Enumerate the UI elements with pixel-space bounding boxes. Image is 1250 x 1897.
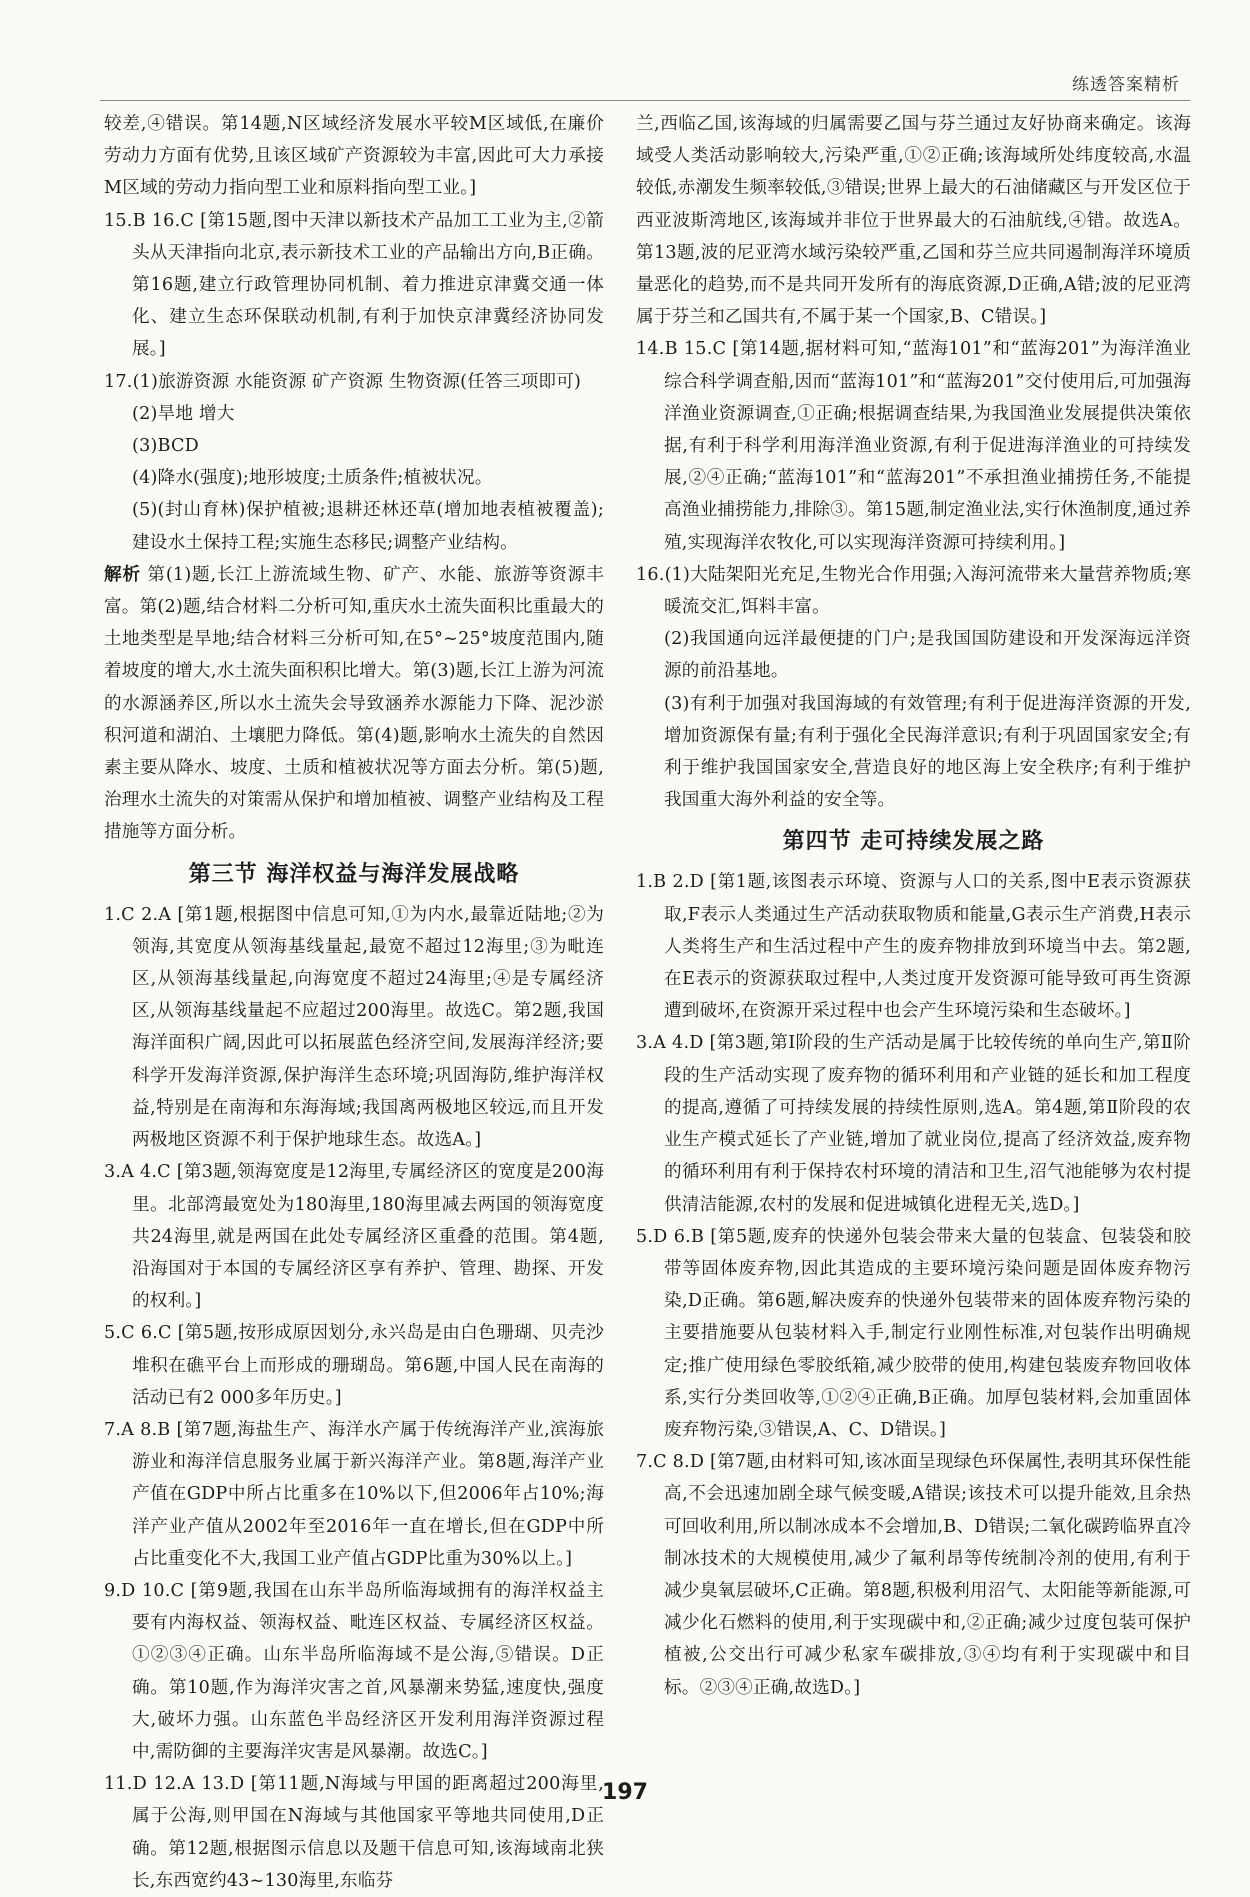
analysis-label: 解析 [104,564,141,585]
answer-item: 5.D 6.B [第5题,废弃的快递外包装会带来大量的包装盒、包装袋和胶带等固体废弃物,因此其造成的主要环境污染问题是固体废弃物污染,D正确。第6题,解决废弃的快递外包装带来的固体废弃物污染的主要措施要从包装材料入手,制定行业刚性标准,对包装作出明确规定;推广使用绿色零胶纸箱,减少胶带的使用,构建包装废弃物回收体系,实行分类回收等,①②④正确,B正确。加厚包装材料,会加重固体废弃物污染,③错误,A、C、D错误。] [636,1226,1191,1440]
answer-item: 1.B 2.D [第1题,该图表示环境、资源与人口的关系,图中E表示资源获取,F表示人类通过生产活动获取物质和能量,G表示生产消费,H表示人类将生产和生活过程中产生的废弃物排放到环境当中去。第2题,在E表示的资源获取过程中,人类过度开发资源可能导致可再生资源遭到破坏,在资源开采过程中也会产生环境污染和生态破坏。] [636,872,1191,1022]
paragraph: 兰,西临乙国,该海域的归属需要乙国与芬兰通过友好协商来确定。该海域受人类活动影响较大,污染严重,①②正确;该海域所处纬度较高,水温较低,赤潮发生频率较低,③错误;世界上最大的石油储藏区与开发区位于西亚波斯湾地区,该海域并非位于世界最大的石油航线,④错。故选A。第13题,波的尼亚湾水域污染较严重,乙国和芬兰应共同遏制海洋环境质量恶化的趋势,而不是共同开发所有的海底资源,D正确,A错;波的尼亚湾属于芬兰和乙国共有,不属于某一个国家,B、C错误。] [636,114,1191,328]
section-heading: 第四节 走可持续发展之路 [782,829,1045,855]
section-heading: 第三节 海洋权益与海洋发展战略 [188,861,520,887]
answer-sub: (3)BCD [132,436,199,457]
page-number: 197 [602,1780,648,1805]
answer-item: 7.A 8.B [第7题,海盐生产、海洋水产属于传统海洋产业,滨海旅游业和海洋信息服务业属于新兴海洋产业。第8题,海洋产业产值在GDP中所占比重多在10%以下,但2006年占10%;海洋产业产值从2002年至2016年一直在增长,但在GDP中所占比重变化不大,我国工业产值占GDP比重为30%以上。] [104,1419,604,1569]
answer-item: 9.D 10.C [第9题,我国在山东半岛所临海域拥有的海洋权益主要有内海权益、领海权益、毗连区权益、专属经济区权益。①②③④正确。山东半岛所临海域不是公海,⑤错误。D正确。第10题,作为海洋灾害之首,风暴潮来势猛,速度快,强度大,破坏力强。山东蓝色半岛经济区开发利用海洋资源过程中,需防御的主要海洋灾害是风暴潮。故选C。] [104,1580,604,1762]
answer-sub: (3)有利于加强对我国海域的有效管理;有利于促进海洋资源的开发,增加资源保有量;有利于强化全民海洋意识;有利于巩固国家安全;有利于维护我国国家安全,营造良好的地区海上安全秩序;有利于维护我国重大海外利益的安全等。 [664,693,1191,811]
answer-item: 16.(1)大陆架阳光充足,生物光合作用强;入海河流带来大量营养物质;寒暖流交汇,饵料丰富。 [636,564,1191,618]
answer-item: 17.(1)旅游资源 水能资源 矿产资源 生物资源(任答三项即可) [104,371,582,392]
answer-item: 14.B 15.C [第14题,据材料可知,“蓝海101”和“蓝海201”为海洋渔业综合科学调查船,因而“蓝海101”和“蓝海201”交付使用后,可加强海洋渔业资源调查,①正确;根据调查结果,为我国渔业发展提供决策依据,有利于科学利用海洋渔业资源,有利于促进海洋渔业的可持续发展,②④正确;“蓝海101”和“蓝海201”不承担渔业捕捞任务,不能提高渔业捕捞能力,排除③。第15题,制定渔业法,实行休渔制度,通过养殖,实现海洋农牧化,可以实现海洋资源可持续利用。] [636,339,1191,553]
page-header: 练透答案精析 [1072,75,1180,95]
answer-item: 3.A 4.C [第3题,领海宽度是12海里,专属经济区的宽度是200海里。北部湾最宽处为180海里,180海里减去两国的领海宽度共24海里,就是两国在此处专属经济区重叠的范围。第4题,沿海国对于本国的专属经济区享有养护、管理、勘探、开发的权利。] [104,1162,604,1312]
answer-sub: (2)旱地 增大 [132,403,235,424]
answer-item: 5.C 6.C [第5题,按形成原因划分,永兴岛是由白色珊瑚、贝壳沙堆积在礁平台上而形成的珊瑚岛。第6题,中国人民在南海的活动已有2 000多年历史。] [104,1323,604,1408]
header-rule [100,100,1190,101]
left-column [104,108,604,1897]
right-column [636,108,1191,1704]
answer-sub: (4)降水(强度);地形坡度;土质条件;植被状况。 [132,468,493,489]
answer-item: 7.C 8.D [第7题,由材料可知,该冰面呈现绿色环保属性,表明其环保性能高,不会迅速加剧全球气候变暖,A错误;该技术可以提升能效,且余热可回收利用,所以制冰成本不会增加,B、D错误;二氧化碳跨临界直冷制冰技术的大规模使用,减少了氟利昂等传统制冷剂的使用,有利于减少臭氧层破坏,C正确。第8题,积极利用沼气、太阳能等新能源,可减少化石燃料的使用,利于实现碳中和,②正确;减少过度包装可保护植被,公交出行可减少私家车碳排放,③④均有利于实现碳中和目标。②③④正确,故选D。] [636,1452,1191,1698]
answer-item: 15.B 16.C [第15题,图中天津以新技术产品加工工业为主,②箭头从天津指向北京,表示新技术工业的产品输出方向,B正确。第16题,建立行政管理协同机制、着力推进京津冀交通一体化、建立生态环保联动机制,有利于加快京津冀经济协同发展。] [104,210,604,360]
answer-item: 1.C 2.A [第1题,根据图中信息可知,①为内水,最靠近陆地;②为领海,其宽度从领海基线量起,最宽不超过12海里;③为毗连区,从领海基线量起,向海宽度不超过24海里;④是专属经济区,从领海基线量起不应超过200海里。故选C。第2题,我国海洋面积广阔,因此可以拓展蓝色经济空间,发展海洋经济;要科学开发海洋资源,保护海洋生态环境;巩固海防,维护海洋权益,特别是在南海和东海海域;我国离两极地区较远,而且开发两极地区资源不利于保护地球生态。故选A。] [104,904,604,1151]
analysis-paragraph [104,559,604,849]
answer-sub: (2)我国通向远洋最便捷的门户;是我国国防建设和开发深海远洋资源的前沿基地。 [664,629,1191,682]
analysis-text: 第(1)题,长江上游流域生物、矿产、水能、旅游等资源丰富。第(2)题,结合材料二分析可知,重庆水土流失面积比重最大的土地类型是旱地;结合材料三分析可知,在5°~25°坡度范围内,随着坡度的增大,水土流失面积积比增大。第(3)题,长江上游为河流的水源涵养区,所以水土流失会导致涵养水源能力下降、泥沙淤积河道和湖泊、土壤肥力降低。第(4)题,影响水土流失的自然因素主要从降水、坡度、土质和植被状况等方面去分析。第(5)题,治理水土流失的对策需从保护和增加植被、调整产业结构及工程措施等方面分析。 [104,564,604,843]
answer-item: 3.A 4.D [第3题,第Ⅰ阶段的生产活动是属于比较传统的单向生产,第Ⅱ阶段的生产活动实现了废弃物的循环利用和产业链的延长和加工程度的提高,遵循了可持续发展的持续性原则,选A。第4题,第Ⅱ阶段的农业生产模式延长了产业链,增加了就业岗位,提高了经济效益,废弃物的循环利用有利于保持农村环境的清洁和卫生,沼气池能够为农村提供清洁能源,农村的发展和促进城镇化进程无关,选D。] [636,1033,1191,1215]
paragraph: 较差,④错误。第14题,N区域经济发展水平较M区域低,在廉价劳动力方面有优势,且该区域矿产资源较为丰富,因此可大力承接M区域的劳动力指向型工业和原料指向型工业。] [104,114,604,199]
answer-item: 11.D 12.A 13.D [第11题,N海域与甲国的距离超过200海里,属于公海,则甲国在N海域与其他国家平等地共同使用,D正确。第12题,根据图示信息以及题干信息可知,该海域南北狭长,东西宽约43~130海里,东临芬 [104,1774,604,1891]
answer-sub: (5)(封山育林)保护植被;退耕还林还草(增加地表植被覆盖);建设水土保持工程;实施生态移民;调整产业结构。 [132,500,604,553]
